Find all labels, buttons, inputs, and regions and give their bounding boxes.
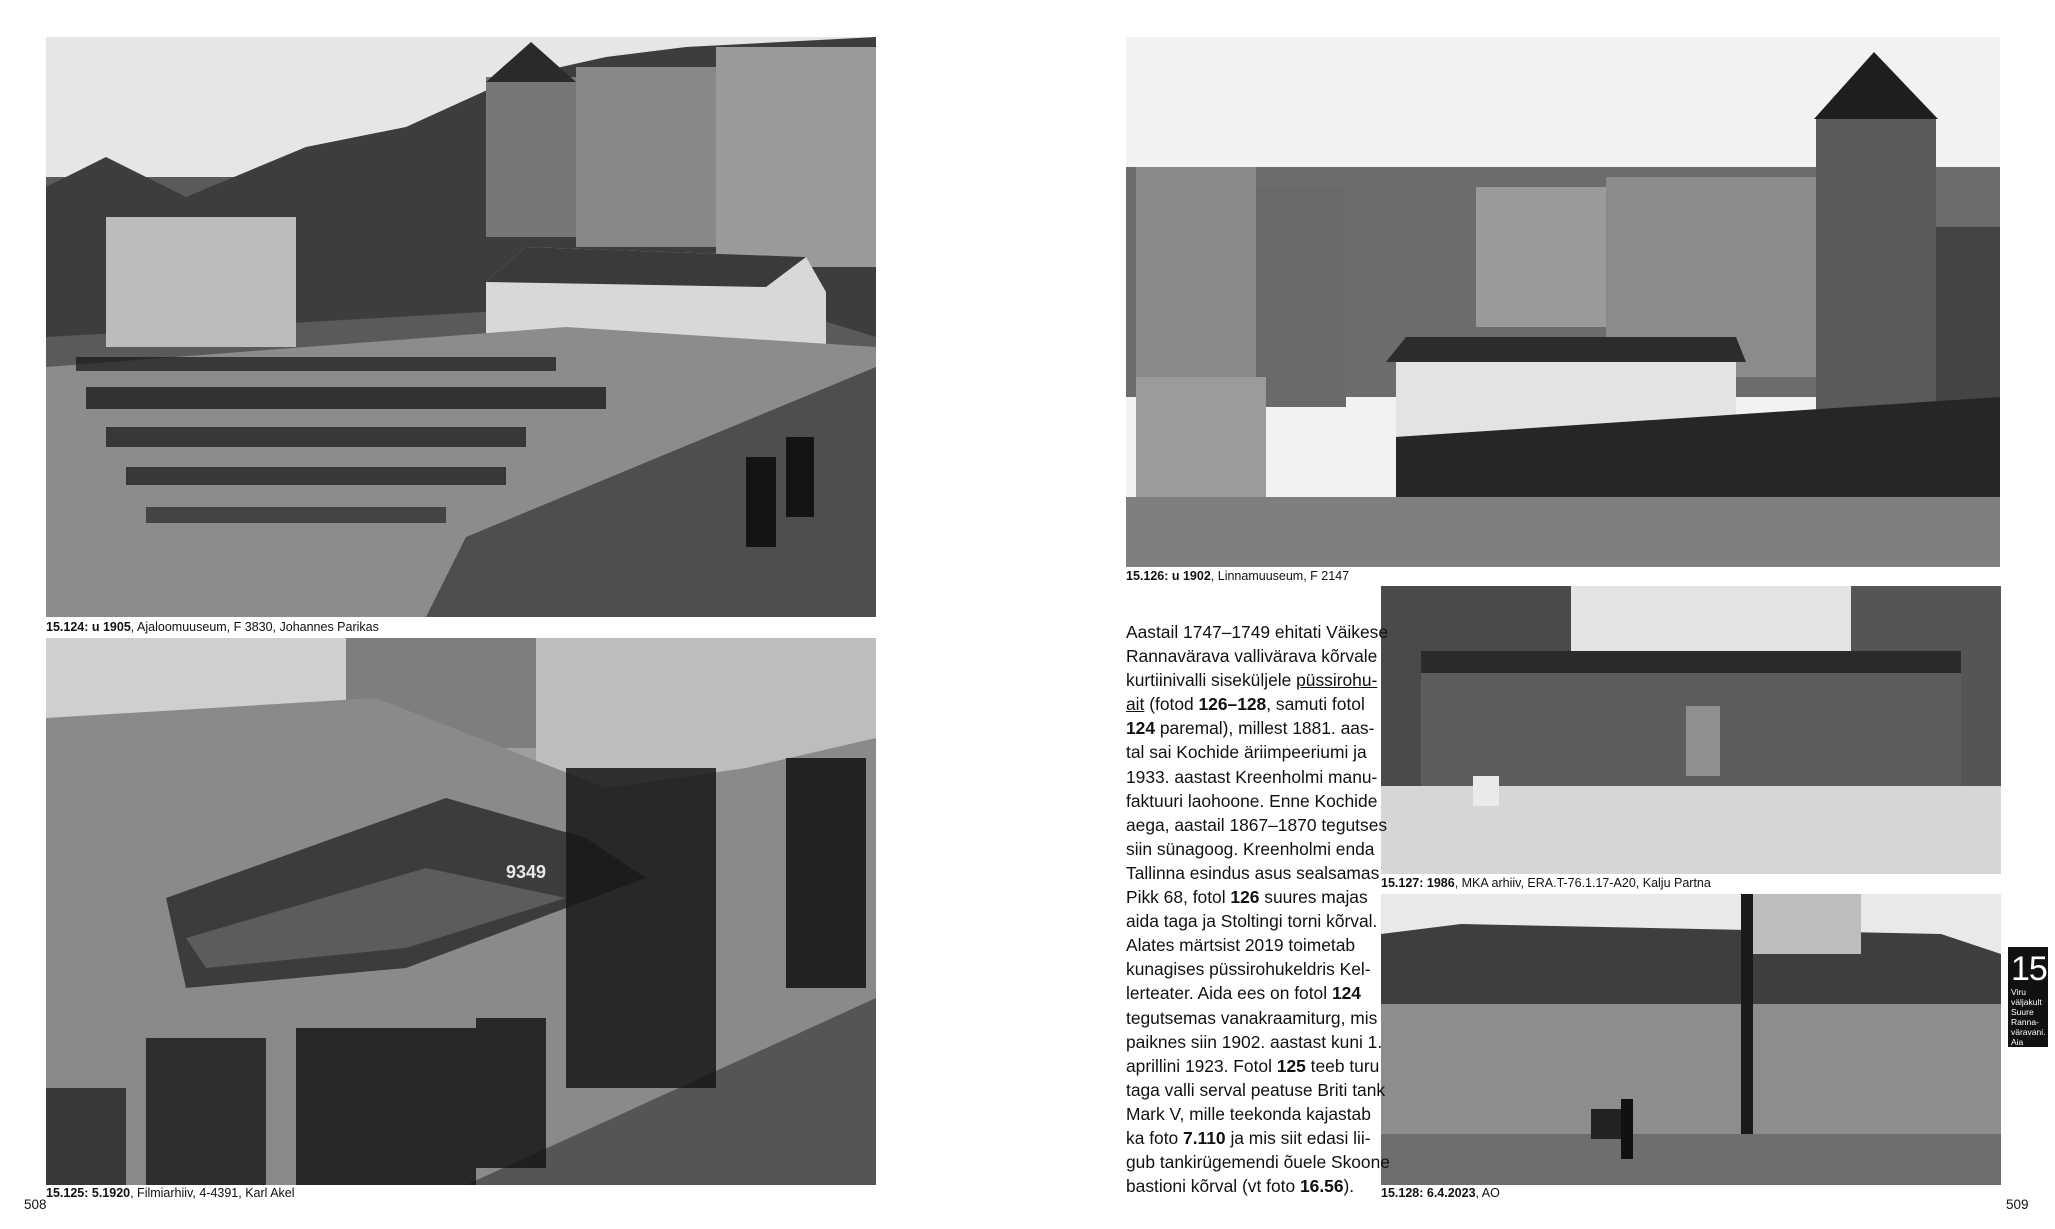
body-line — [1126, 981, 1366, 1005]
caption-15-128: 15.128: 6.4.2023, AO — [1381, 1186, 1500, 1200]
body-line — [1126, 789, 1378, 813]
photo-reference: 124 — [1126, 718, 1156, 739]
body-line — [1126, 1054, 1380, 1078]
body-line — [1126, 861, 1380, 885]
body-line — [1126, 837, 1375, 861]
body-segment: faktuuri laohoone. Enne Kochide — [1126, 790, 1378, 811]
body-segment: , samuti fotol — [1266, 694, 1365, 715]
body-segment: taga valli serval peatuse Briti tank — [1126, 1079, 1386, 1100]
body-line — [1126, 1126, 1371, 1150]
body-segment: ). — [1343, 1176, 1355, 1197]
body-line — [1126, 740, 1366, 764]
photo-reference: 126 — [1230, 887, 1260, 908]
photo-15-124 — [46, 37, 876, 617]
body-line — [1126, 692, 1366, 716]
body-line — [1126, 765, 1378, 789]
body-line — [1126, 933, 1366, 957]
body-segment: siin sünagoog. Kreenholmi enda — [1126, 838, 1375, 859]
body-segment: Tallinna esindus asus sealsamas — [1126, 862, 1380, 883]
chapter-title-line: väravani. — [2011, 1027, 2046, 1037]
chapter-title-line: Aia tänav — [2011, 1037, 2032, 1057]
body-segment: Pikk 68, fotol — [1126, 887, 1231, 908]
body-segment: tal sai Kochide äriimpeeriumi ja — [1126, 742, 1367, 763]
body-segment: Aastail 1747–1749 ehitati Väikese — [1126, 622, 1389, 642]
page-number-left: 508 — [24, 1197, 47, 1212]
body-segment: 1933. aastast Kreenholmi manu- — [1126, 766, 1378, 787]
body-segment: aprillini 1923. Fotol — [1126, 1055, 1277, 1076]
body-text — [1126, 620, 1390, 1198]
body-line — [1126, 813, 1388, 837]
photo-reference: 124 — [1331, 983, 1361, 1004]
caption-15-124: 15.124: u 1905, Ajaloomuuseum, F 3830, Johannes Parikas — [46, 620, 379, 634]
body-line — [1126, 1174, 1366, 1198]
body-line — [1126, 1006, 1378, 1030]
glossary-term: ait — [1126, 694, 1145, 715]
photo-reference: 16.56 — [1299, 1176, 1344, 1197]
chapter-title-line: Viru väljakult — [2011, 987, 2042, 1007]
chapter-tab — [2008, 947, 2055, 1057]
body-line — [1126, 644, 1378, 668]
body-line — [1126, 909, 1378, 933]
body-segment: bastioni kõrval (vt foto — [1126, 1176, 1300, 1197]
body-line — [1126, 1102, 1371, 1126]
photo-reference: 126–128 — [1198, 694, 1267, 715]
caption-15-126: 15.126: u 1902, Linnamuuseum, F 2147 — [1126, 569, 1350, 583]
tank-number: 9349 — [506, 862, 547, 882]
body-segment: paiknes siin 1902. aastast kuni 1. — [1126, 1031, 1383, 1052]
body-segment: teeb turu — [1305, 1055, 1380, 1076]
body-segment: lerteater. Aida ees on fotol — [1126, 983, 1332, 1004]
glossary-term: püssirohu- — [1296, 670, 1378, 691]
body-line — [1126, 620, 1389, 644]
body-segment: paremal), millest 1881. aas- — [1155, 718, 1375, 739]
body-segment: aida taga ja Stoltingi torni kõrval. — [1126, 911, 1378, 932]
body-segment: Mark V, mille teekonda kajastab — [1126, 1103, 1371, 1124]
body-segment: ja mis siit edasi lii- — [1225, 1127, 1371, 1148]
body-segment: gub tankirügemendi õuele Skoone — [1126, 1152, 1390, 1173]
body-segment: tegutsemas vanakraamiturg, mis — [1126, 1007, 1378, 1028]
body-segment: Alates märtsist 2019 toimetab — [1126, 935, 1356, 956]
body-line — [1126, 1150, 1390, 1174]
body-segment: suures majas — [1259, 887, 1368, 908]
photo-15-126 — [1126, 37, 2000, 567]
chapter-number: 15. — [2011, 950, 2055, 988]
body-line — [1126, 1030, 1383, 1054]
photo-15-128 — [1381, 894, 2001, 1185]
body-segment: kurtiinivalli siseküljele — [1126, 670, 1297, 691]
photo-15-125 — [46, 638, 876, 1185]
body-line — [1126, 1078, 1386, 1102]
body-line — [1126, 668, 1378, 692]
body-segment: Rannavärava vallivärava kõrvale — [1126, 646, 1378, 667]
photo-reference: 7.110 — [1183, 1127, 1226, 1148]
photo-15-127 — [1381, 586, 2001, 874]
caption-15-127: 15.127: 1986, MKA arhiiv, ERA.T-76.1.17-A20, Kalju Partna — [1381, 876, 1711, 890]
photo-reference: 125 — [1276, 1055, 1306, 1076]
body-line — [1126, 957, 1371, 981]
body-segment: aega, aastail 1867–1870 tegutses — [1126, 814, 1388, 835]
chapter-title-line: Suure Ranna- — [2011, 1007, 2039, 1027]
body-segment: (fotod — [1144, 694, 1199, 715]
caption-15-125: 15.125: 5.1920, Filmiarhiiv, 4-4391, Karl Akel — [46, 1186, 295, 1200]
body-segment: kunagises püssirohukeldris Kel- — [1126, 959, 1371, 980]
body-segment: ka foto — [1126, 1127, 1184, 1148]
body-line — [1126, 885, 1366, 909]
body-line — [1126, 716, 1375, 740]
page-number-right: 509 — [2006, 1197, 2029, 1212]
